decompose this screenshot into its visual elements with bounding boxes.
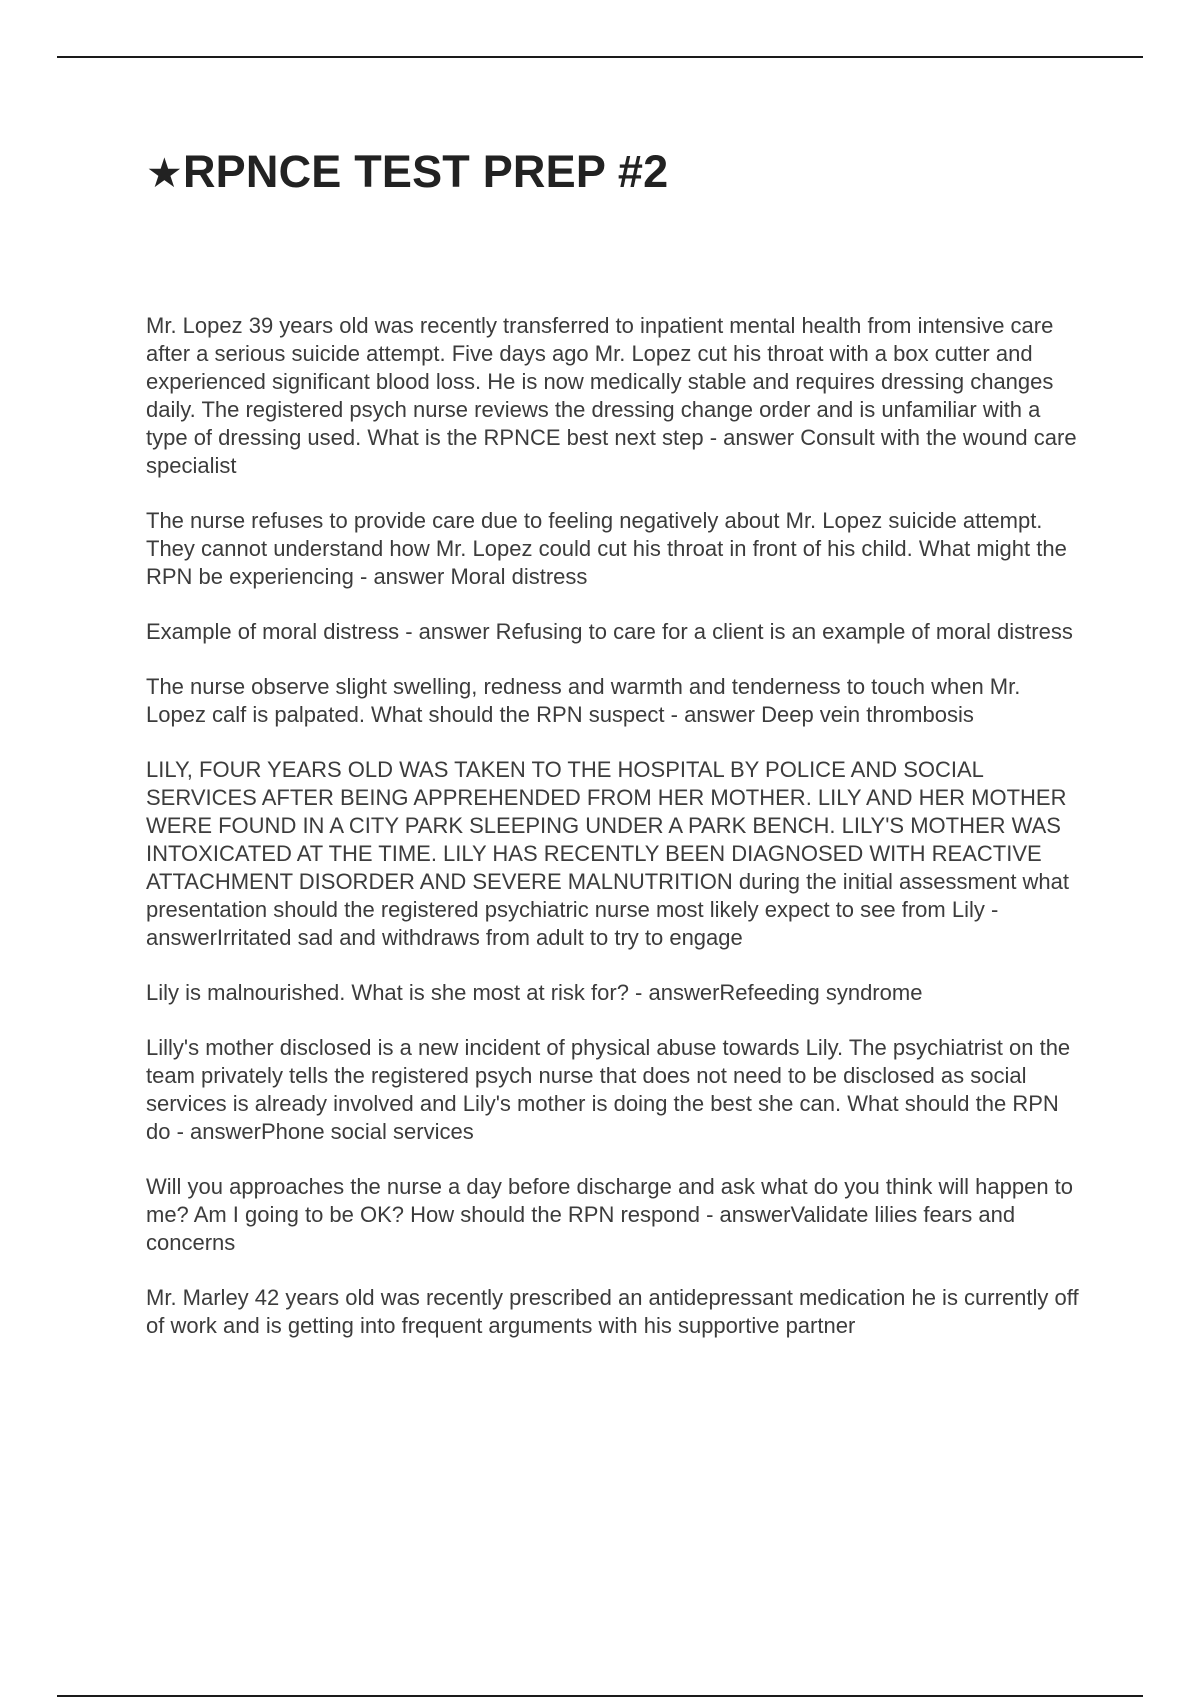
qa-item: Lily is malnourished. What is she most at risk for? - answerRefeeding syndrome <box>146 980 923 1005</box>
qa-item: The nurse observe slight swelling, redness and warmth and tenderness to touch when Mr. Lopez calf is palpated. What should the RPN suspect - answer Deep vein thrombosis <box>146 674 1021 727</box>
bottom-rule <box>57 1695 1143 1697</box>
qa-list <box>146 312 1086 1367</box>
qa-item: Lilly's mother disclosed is a new incident of physical abuse towards Lily. The psychiatrist on the team privately tells the registered psych nurse that does not need to be disclosed as social services is already involved and Lily's mother is doing the best she can. What should the RPN do - answerPhone social services <box>146 1035 1071 1144</box>
page-title-text: RPNCE TEST PREP #2 <box>182 146 669 197</box>
qa-item: Mr. Lopez 39 years old was recently transferred to inpatient mental health from intensive care after a serious suicide attempt. Five days ago Mr. Lopez cut his throat with a box cutter and experienced significant blood loss. He is now medically stable and requires dressing changes daily. The registered psych nurse reviews the dressing change order and is unfamiliar with a type of dressing used. What is the RPNCE best next step - answer Consult with the wound care specialist <box>146 313 1077 478</box>
page-title <box>146 146 668 198</box>
qa-item: Mr. Marley 42 years old was recently prescribed an antidepressant medication he is currently off of work and is getting into frequent arguments with his supportive partner <box>146 1285 1079 1338</box>
qa-item: The nurse refuses to provide care due to feeling negatively about Mr. Lopez suicide attempt. They cannot understand how Mr. Lopez could cut his throat in front of his child. What might the RPN be experiencing - answer Moral distress <box>146 508 1067 589</box>
qa-item: Will you approaches the nurse a day before discharge and ask what do you think will happen to me? Am I going to be OK? How should the RPN respond - answerValidate lilies fears and concerns <box>146 1174 1074 1255</box>
top-rule <box>57 56 1143 58</box>
star-icon: ★ <box>146 149 183 197</box>
qa-item: Example of moral distress - answer Refusing to care for a client is an example of moral distress <box>146 619 1073 644</box>
qa-item: LILY, FOUR YEARS OLD WAS TAKEN TO THE HOSPITAL BY POLICE AND SOCIAL SERVICES AFTER BEING APPREHENDED FROM HER MOTHER. LILY AND HER MOTHER WERE FOUND IN A CITY PARK SLEEPING UNDER A PARK BENCH. LILY'S MOTHER WAS INTOXICATED AT THE TIME. LILY HAS RECENTLY BEEN DIAGNOSED WITH REACTIVE ATTACHMENT DISORDER AND SEVERE MALNUTRITION during the initial assessment what presentation should the registered psychiatric nurse most likely expect to see from Lily - answerIrritated sad and withdraws from adult to try to engage <box>146 757 1070 950</box>
